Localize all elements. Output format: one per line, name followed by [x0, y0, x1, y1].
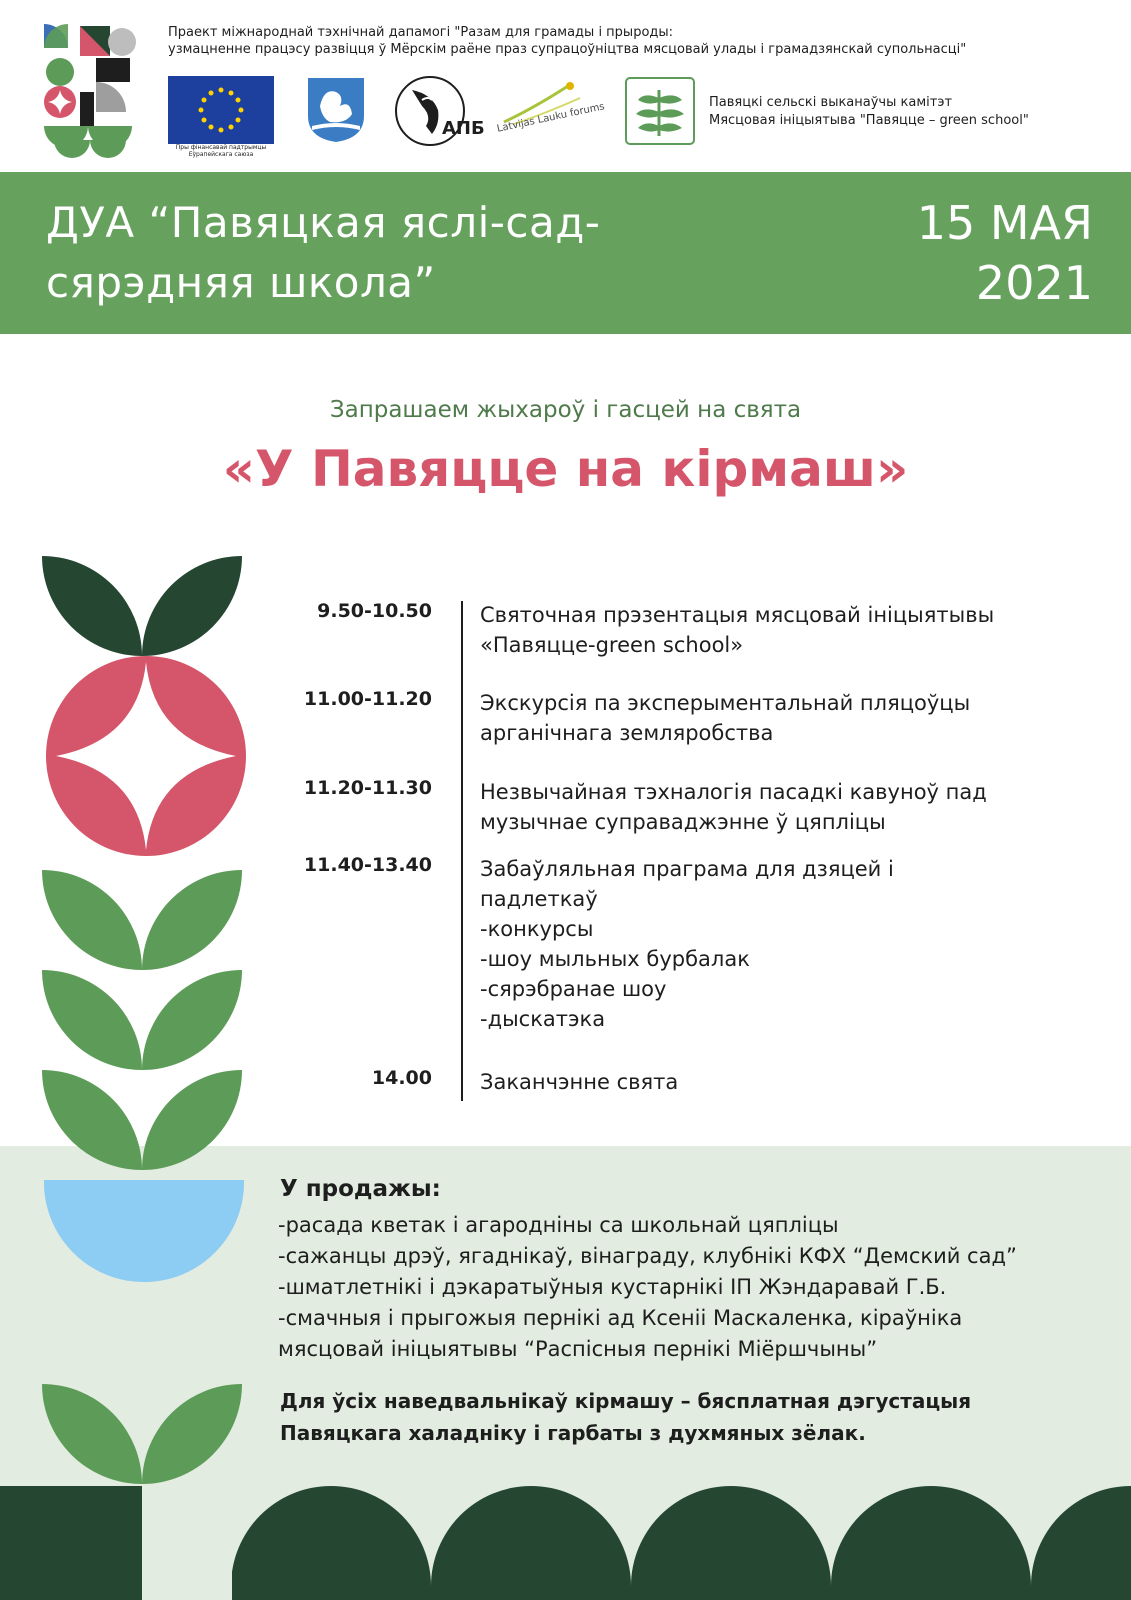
schedule-description — [480, 1067, 1080, 1097]
sales-item: мясцовай ініцыятывы “Распісныя пернікі Міёршчыны” — [278, 1337, 878, 1361]
schedule-line: «Павяцце-green school» — [480, 633, 744, 657]
schedule-divider — [461, 601, 463, 1101]
sales-list — [278, 1210, 1017, 1365]
org-line-2: Мясцовая ініцыятыва "Павяцце – green school" — [709, 113, 1029, 128]
schedule-line: Заканчэнне свята — [480, 1070, 679, 1094]
event-date-day: 15 МАЯ — [916, 196, 1093, 250]
schedule-line: музычнае суправаджэнне ў цяпліцы — [480, 810, 886, 834]
schedule-line: Незвычайная тэхналогія пасадкі кавуноў пад — [480, 780, 987, 804]
project-line-1: Праект міжнароднай тэхнічнай дапамогі "Разам для грамады і прыроды: — [168, 25, 674, 40]
apb-label: АПБ — [442, 118, 485, 139]
eu-caption: Пры фінансавай падтрымцы Еўрапейскага саюза — [175, 144, 267, 158]
schedule-line: Святочная прэзентацыя мясцовай ініцыятывы — [480, 603, 995, 627]
schedule-description — [480, 777, 1080, 837]
schedule-time: 14.00 — [371, 1067, 432, 1089]
leaf-pair-1-left-icon — [42, 870, 142, 970]
leaf-pair-2-right-icon — [142, 970, 242, 1070]
tasting-line-1: Для ўсіх наведвальнікаў кірмашу – бясплатная дэгустацыя — [280, 1389, 972, 1413]
schedule-time: 11.40-13.40 — [303, 854, 432, 876]
school-name-line-2: сярэдняя школа” — [46, 258, 436, 307]
schedule-time: 11.20-11.30 — [303, 777, 432, 799]
schedule-line: арганічнага земляробства — [480, 721, 774, 745]
leaf-pair-4-left-icon — [42, 1384, 142, 1484]
sales-item: -шматлетнікі і дэкаратыўныя кустарнікі ІП Жэндаравай Г.Б. — [278, 1275, 947, 1299]
schedule-line: Забаўляльная праграма для дзяцей і — [480, 857, 894, 881]
schedule-line: Экскурсія па эксперыментальнай пляцоўцы — [480, 691, 971, 715]
schedule-line: -шоу мыльных бурбалак — [480, 947, 750, 971]
leaf-pair-3-right-icon — [142, 1070, 242, 1170]
schedule-description — [480, 600, 1080, 660]
schedule-line: -конкурсы — [480, 917, 594, 941]
school-name-line-1: ДУА “Павяцкая яслі-сад- — [46, 198, 601, 247]
leaf-pair-3-left-icon — [42, 1070, 142, 1170]
tasting-line-2: Павяцкага халадніку і гарбаты з духмяных зёлак. — [280, 1421, 866, 1445]
schedule-line: падлеткаў — [480, 887, 598, 911]
tasting-note — [280, 1385, 971, 1449]
sales-heading: У продажы: — [280, 1176, 441, 1202]
invitation-text: Запрашаем жыхароў і гасцей на свята — [329, 397, 802, 423]
event-date-year: 2021 — [975, 256, 1093, 310]
dark-leaf-left-icon — [42, 556, 142, 656]
schedule-time: 9.50-10.50 — [317, 600, 432, 622]
schedule-time: 11.00-11.20 — [303, 688, 432, 710]
festival-title: «У Павяцце на кірмаш» — [222, 440, 909, 498]
org-line-1: Павяцкі сельскі выканаўчы камітэт — [709, 95, 953, 110]
schedule-line: -сярэбранае шоу — [480, 977, 667, 1001]
sales-item: -сажанцы дрэў, ягаднікаў, вінаграду, клубнікі КФХ “Демский сад” — [278, 1244, 1017, 1268]
sales-item: -расада кветак і агародніны са школьнай цяпліцы — [278, 1213, 839, 1237]
schedule-line: -дыскатэка — [480, 1007, 606, 1031]
sales-item: -смачныя і прыгожыя пернікі ад Ксеніі Маскаленка, кіраўніка — [278, 1306, 963, 1330]
dark-leaf-right-icon — [142, 556, 242, 656]
project-line-2: узмацненне працэсу развіцця ў Мёрскім раёне праз супрацоўніцтва мясцовай улады і грамадзянскай супольнасці" — [168, 42, 967, 57]
schedule-description — [480, 854, 1080, 1034]
llf-label: Latvijas Lauku forums — [496, 101, 606, 135]
leaf-pair-2-left-icon — [42, 970, 142, 1070]
schedule-description — [480, 688, 1080, 748]
leaf-pair-1-right-icon — [142, 870, 242, 970]
leaf-pair-4-right-icon — [142, 1384, 242, 1484]
